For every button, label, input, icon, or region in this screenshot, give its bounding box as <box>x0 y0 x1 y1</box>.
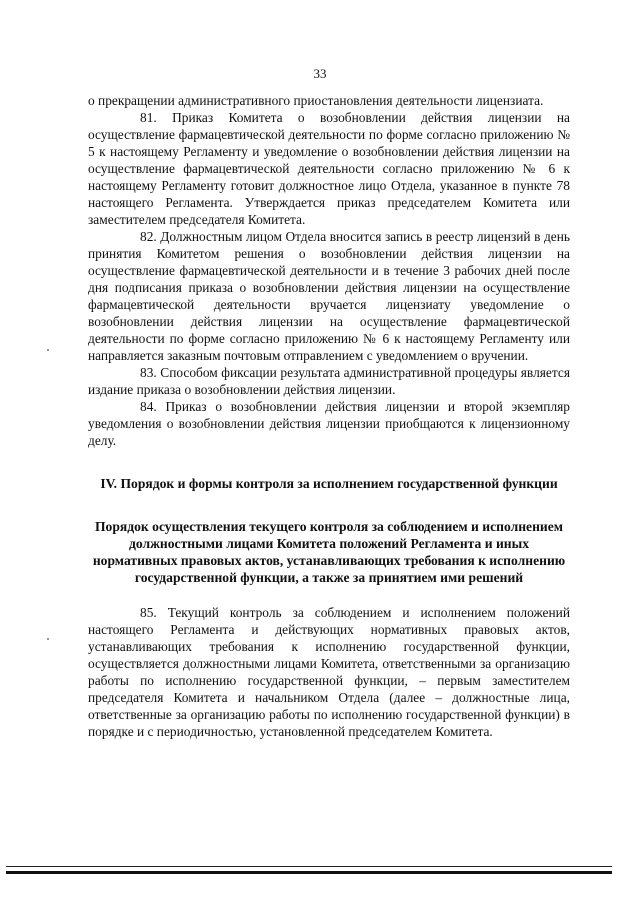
paragraph-84: 84. Приказ о возобновлении действия лицензии и второй экземпляр уведомления о возобновлении действия лицензии приобщаются к лицензионному делу. <box>88 399 570 448</box>
footer-rule-thin <box>6 866 612 867</box>
scan-speck <box>47 349 49 351</box>
document-body <box>88 92 570 740</box>
section-title: IV. Порядок и формы контроля за исполнением государственной функции <box>100 476 558 491</box>
paragraph-82: 82. Должностным лицом Отдела вносится запись в реестр лицензий в день принятия Комитетом решения о возобновлении действия лицензии на осуществление фармацевтической деятельности и в течение 3 рабочих дней после дня подписания приказа о возобновлении действия лицензии на осуществление фармацевтической деятельности вручается лицензиату уведомление о возобновлении действия лицензии на осуществление фармацевтической деятельности по форме согласно приложению № 6 к настоящему Регламенту или направляется заказным почтовым отправлением с уведомлением о вручении. <box>88 229 570 363</box>
paragraph-83: 83. Способом фиксации результата административной процедуры является издание приказа о возобновлении действия лицензии. <box>88 365 570 397</box>
paragraph-81: 81. Приказ Комитета о возобновлении действия лицензии на осуществление фармацевтической деятельности по форме согласно приложению № 5 к настоящему Регламенту и уведомление о возобновлении действия лицензии на осуществление фармацевтической деятельности согласно приложению № 6 к настоящему Регламенту готовит должностное лицо Отдела, указанное в пункте 78 настоящего Регламента. Утверждается приказ председателем Комитета или заместителем председателя Комитета. <box>88 110 570 227</box>
paragraph-80-continuation: о прекращении административного приостановления деятельности лицензиата. <box>88 93 544 108</box>
subsection-title: Порядок осуществления текущего контроля за соблюдением и исполнением должностными лицами Комитета положений Регламента и иных нормативных правовых актов, устанавливающих требования к исполнению государственной функции, а также за принятием ими решений <box>92 519 566 585</box>
scan-speck <box>47 638 49 640</box>
page-number: 33 <box>313 66 327 81</box>
footer-rule-thick <box>6 871 612 874</box>
paragraph-85: 85. Текущий контроль за соблюдением и исполнением положений настоящего Регламента и действующих нормативных правовых актов, устанавливающих требования к исполнению государственной функции, осуществляется должностными лицами Комитета, ответственными за организацию работы по исполнению государственной функции, – первым заместителем председателя Комитета и начальником Отдела (далее – должностные лица, ответственные за организацию работы по исполнению государственной функции) в порядке и с периодичностью, установленной председателем Комитета. <box>88 605 570 739</box>
